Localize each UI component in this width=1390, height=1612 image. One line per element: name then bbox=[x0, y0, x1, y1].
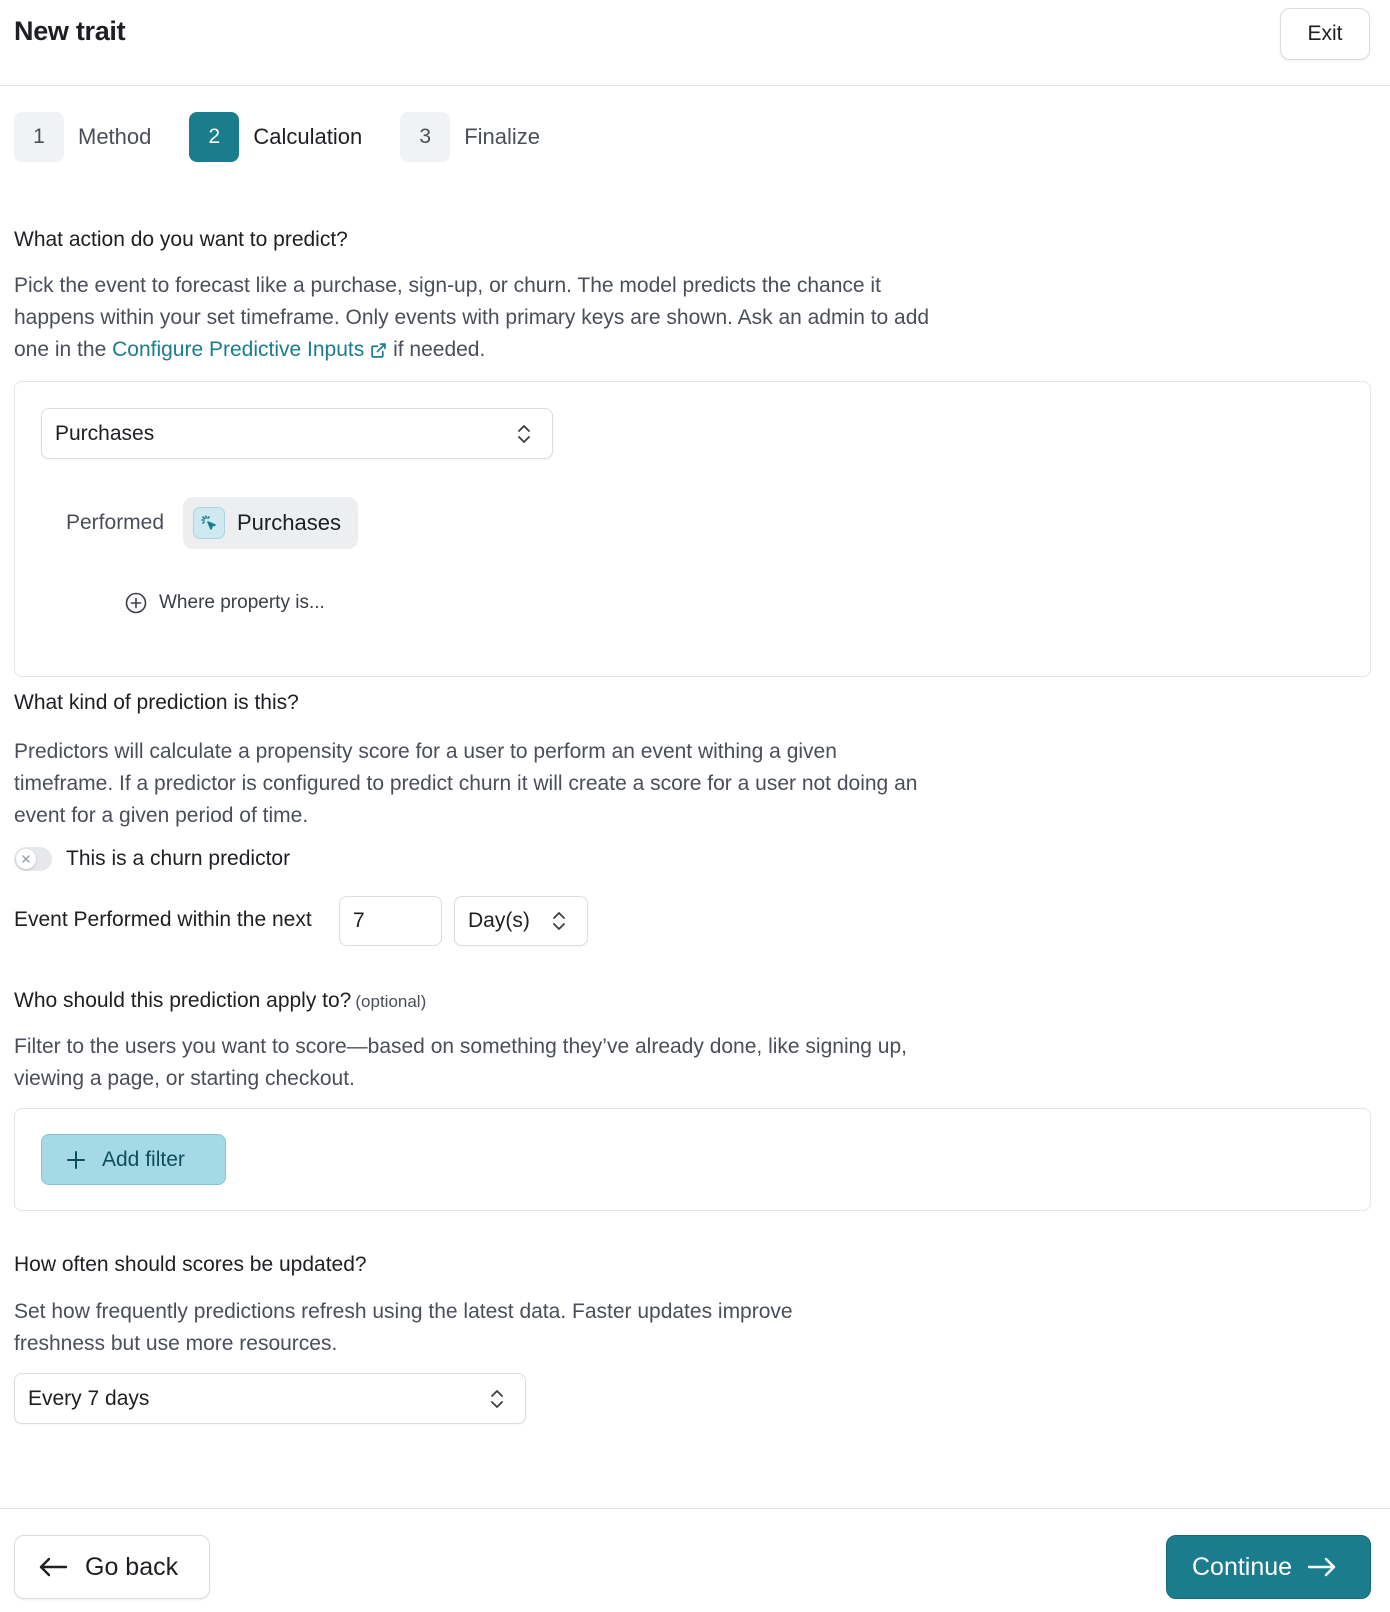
where-property-label: Where property is... bbox=[159, 592, 325, 613]
churn-toggle-row[interactable] bbox=[14, 847, 290, 871]
add-filter-button[interactable] bbox=[41, 1134, 226, 1185]
step-finalize[interactable] bbox=[400, 112, 540, 162]
predict-section-description bbox=[14, 270, 954, 366]
step-number: 1 bbox=[14, 112, 64, 162]
configure-predictive-inputs-link[interactable] bbox=[112, 338, 387, 361]
step-label: Method bbox=[78, 124, 152, 149]
where-property-button[interactable] bbox=[125, 592, 325, 614]
stepper bbox=[14, 112, 578, 162]
arrow-left-icon bbox=[37, 1555, 69, 1579]
performed-label: Performed bbox=[66, 511, 165, 534]
add-filter-label: Add filter bbox=[102, 1147, 185, 1171]
step-number: 2 bbox=[189, 112, 239, 162]
step-method[interactable] bbox=[14, 112, 151, 162]
kind-section-description: Predictors will calculate a propensity score for a user to perform an event withing a given timeframe. If a predictor is configured to predict churn it will create a score for a user not doing an event for a given period of time. bbox=[14, 740, 918, 827]
predict-desc-text-end: if needed. bbox=[387, 338, 486, 361]
page-title: New trait bbox=[14, 16, 126, 46]
link-text: Configure Predictive Inputs bbox=[112, 338, 365, 361]
plus-icon bbox=[66, 1150, 86, 1170]
update-section-title: How often should scores be updated? bbox=[14, 1253, 367, 1276]
apply-section-description: Filter to the users you want to score—based on something they’ve already done, like signing up, viewing a page, or starting checkout. bbox=[14, 1035, 908, 1090]
chevron-up-down-icon bbox=[551, 909, 567, 933]
go-back-label: Go back bbox=[85, 1552, 179, 1581]
step-label: Finalize bbox=[464, 124, 541, 149]
unit-select-value: Day(s) bbox=[468, 909, 530, 932]
step-number: 3 bbox=[400, 112, 450, 162]
optional-label: (optional) bbox=[355, 992, 427, 1011]
step-calculation[interactable] bbox=[189, 112, 362, 162]
event-chip-label: Purchases bbox=[237, 510, 341, 535]
within-label: Event Performed within the next bbox=[14, 908, 312, 931]
predict-desc-text: Pick the event to forecast like a purchase, sign-up, or churn. The model predicts the chance it happens within your set timeframe. Only events with primary keys are shown. Ask an admin to add one in the bbox=[14, 274, 930, 361]
go-back-button[interactable] bbox=[14, 1535, 210, 1599]
cursor-click-icon bbox=[193, 507, 225, 539]
within-value-input[interactable] bbox=[339, 896, 442, 946]
update-section-description: Set how frequently predictions refresh using the latest data. Faster updates improve freshness but use more resources. bbox=[14, 1300, 793, 1355]
event-chip[interactable] bbox=[183, 497, 358, 549]
chevron-up-down-icon bbox=[516, 422, 532, 446]
continue-button[interactable] bbox=[1166, 1535, 1371, 1599]
event-select-value: Purchases bbox=[55, 421, 155, 445]
x-icon bbox=[20, 853, 32, 865]
exit-button[interactable]: Exit bbox=[1280, 8, 1370, 60]
event-select[interactable] bbox=[41, 408, 553, 459]
churn-toggle[interactable] bbox=[14, 847, 52, 871]
frequency-select-value: Every 7 days bbox=[28, 1386, 150, 1410]
header bbox=[0, 0, 1390, 86]
arrow-right-icon bbox=[1306, 1555, 1338, 1579]
chevron-up-down-icon bbox=[489, 1387, 505, 1411]
apply-title-text: Who should this prediction apply to? bbox=[14, 989, 352, 1012]
step-label: Calculation bbox=[253, 124, 363, 149]
footer-divider bbox=[0, 1508, 1390, 1509]
frequency-select[interactable] bbox=[14, 1373, 526, 1424]
unit-select[interactable] bbox=[454, 896, 588, 946]
predict-section-title: What action do you want to predict? bbox=[14, 228, 348, 251]
churn-toggle-label: This is a churn predictor bbox=[66, 847, 291, 870]
continue-label: Continue bbox=[1192, 1552, 1293, 1581]
kind-section-title: What kind of prediction is this? bbox=[14, 691, 299, 714]
toggle-knob bbox=[16, 849, 36, 869]
plus-circle-icon bbox=[125, 592, 147, 614]
external-link-icon bbox=[370, 342, 387, 359]
apply-section-title bbox=[14, 989, 426, 1013]
